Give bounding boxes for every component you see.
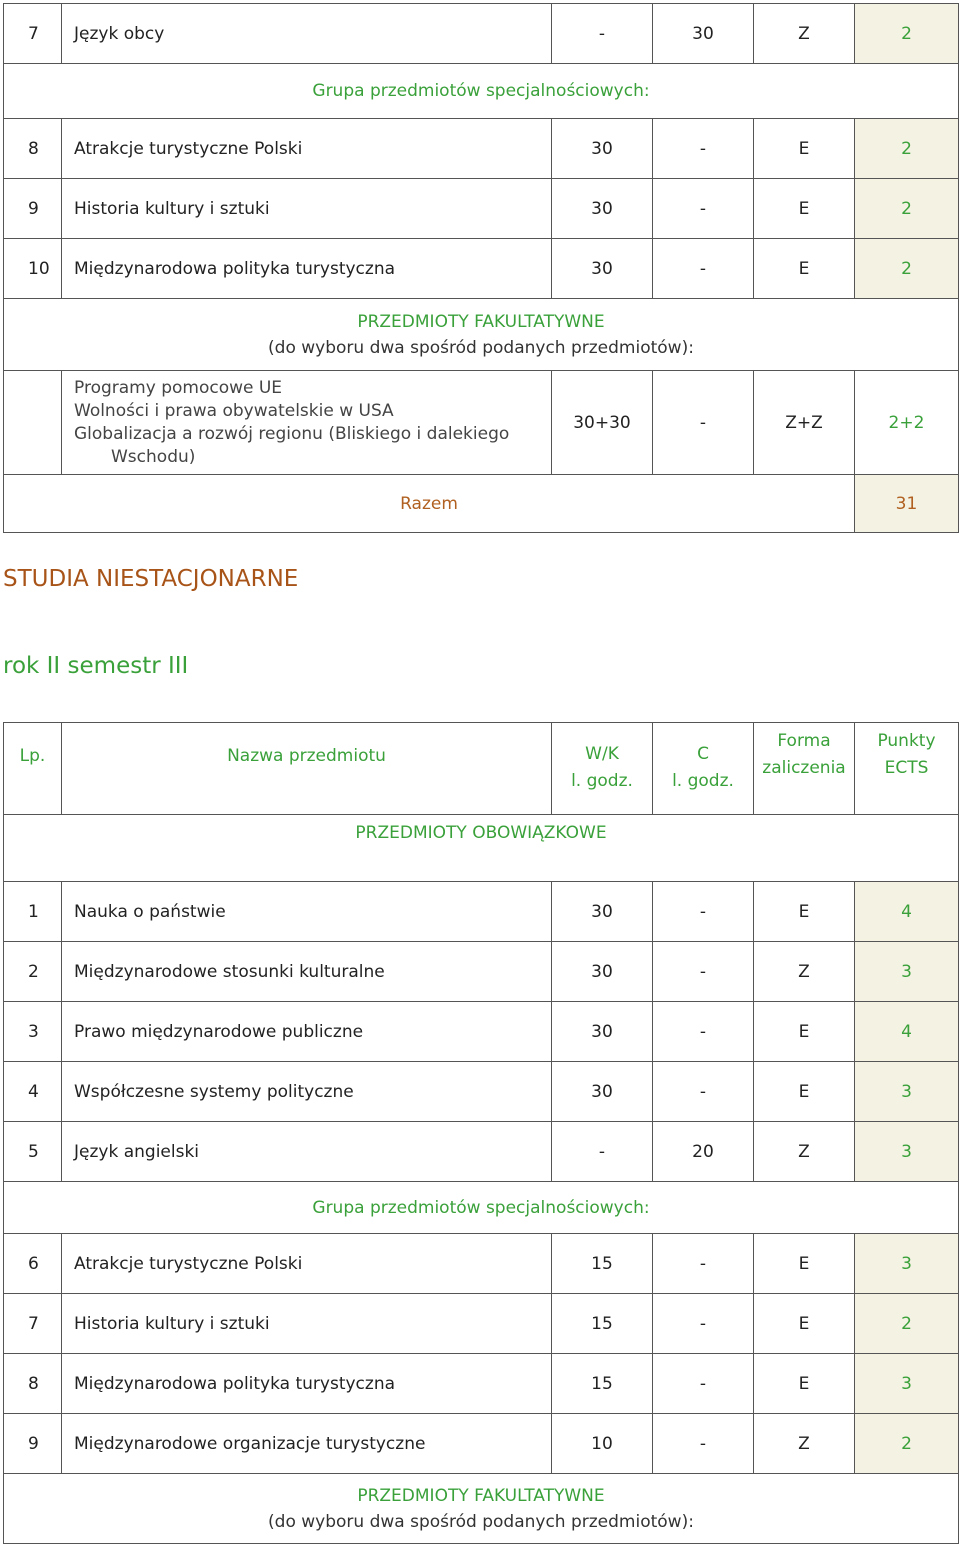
fak-subject: Programy pomocowe UE — [74, 377, 283, 398]
group-row — [4, 64, 959, 119]
lp-cell: 10 — [4, 239, 62, 299]
ects-points: 4 — [855, 1002, 959, 1062]
table-row — [4, 882, 959, 942]
group-label: Grupa przedmiotów specjalnościowych: — [4, 1182, 959, 1234]
ects-points: 2+2 — [855, 371, 959, 475]
table-row — [4, 179, 959, 239]
wk-hours: 30+30 — [552, 371, 653, 475]
lp-cell: 2 — [4, 942, 62, 1002]
fak-header — [4, 299, 959, 371]
wk-hours: 30 — [552, 119, 653, 179]
table-row — [4, 1002, 959, 1062]
c-hours: - — [653, 1234, 754, 1294]
forma-zaliczenia: E — [754, 1234, 855, 1294]
c-hours: - — [653, 1062, 754, 1122]
forma-zaliczenia: E — [754, 1354, 855, 1414]
fak-header-row — [4, 1474, 959, 1544]
fak-title: PRZEDMIOTY FAKULTATYWNE — [357, 311, 605, 332]
wk-hours: 30 — [552, 882, 653, 942]
ects-points: 2 — [855, 4, 959, 64]
c-hours: - — [653, 119, 754, 179]
fak-subject: Wschodu) — [111, 446, 196, 467]
wk-hours: 30 — [552, 1062, 653, 1122]
wk-hours: 30 — [552, 942, 653, 1002]
table-row — [4, 942, 959, 1002]
header-c — [653, 723, 754, 815]
forma-zaliczenia: E — [754, 1062, 855, 1122]
ects-points: 3 — [855, 1122, 959, 1182]
table-row — [4, 1234, 959, 1294]
header-ects — [855, 723, 959, 815]
c-hours: - — [653, 1002, 754, 1062]
obow-title: PRZEDMIOTY OBOWIĄZKOWE — [4, 815, 959, 882]
lp-cell: 7 — [4, 1294, 62, 1354]
c-hours: 30 — [653, 4, 754, 64]
c-hours: - — [653, 882, 754, 942]
forma-zaliczenia: Z+Z — [754, 371, 855, 475]
forma-zaliczenia: E — [754, 119, 855, 179]
table-row — [4, 239, 959, 299]
lp-cell: 8 — [4, 119, 62, 179]
fak-row — [4, 371, 959, 475]
heading-studia: STUDIA NIESTACJONARNE — [3, 566, 299, 592]
wk-hours: 30 — [552, 179, 653, 239]
table-row — [4, 1354, 959, 1414]
subject-name: Atrakcje turystyczne Polski — [62, 1234, 552, 1294]
lp-cell: 3 — [4, 1002, 62, 1062]
ects-points: 3 — [855, 942, 959, 1002]
subject-name: Międzynarodowa polityka turystyczna — [62, 239, 552, 299]
c-hours: - — [653, 179, 754, 239]
razem-label: Razem — [4, 475, 855, 533]
razem-row — [4, 475, 959, 533]
subject-name: Język angielski — [62, 1122, 552, 1182]
wk-hours: 15 — [552, 1354, 653, 1414]
forma-zaliczenia: Z — [754, 1122, 855, 1182]
header-forma — [754, 723, 855, 815]
subject-name: Atrakcje turystyczne Polski — [62, 119, 552, 179]
c-hours: - — [653, 239, 754, 299]
fak-title: PRZEDMIOTY FAKULTATYWNE — [357, 1485, 605, 1506]
lp-cell: 9 — [4, 179, 62, 239]
forma-zaliczenia: E — [754, 1002, 855, 1062]
fak-subject-list — [62, 371, 552, 475]
table-row — [4, 4, 959, 64]
subject-name: Współczesne systemy polityczne — [62, 1062, 552, 1122]
fak-header-row — [4, 299, 959, 371]
forma-zaliczenia: E — [754, 882, 855, 942]
wk-hours: 15 — [552, 1234, 653, 1294]
ects-points: 2 — [855, 179, 959, 239]
fak-subtitle: (do wyboru dwa spośród podanych przedmiotów): — [268, 337, 694, 358]
heading-rok-semestr: rok II semestr III — [3, 653, 189, 679]
lp-cell: 8 — [4, 1354, 62, 1414]
lp-cell: 7 — [4, 4, 62, 64]
c-hours: - — [653, 1414, 754, 1474]
c-hours: - — [653, 942, 754, 1002]
fak-subject: Wolności i prawa obywatelskie w USA — [74, 400, 394, 421]
wk-hours: 10 — [552, 1414, 653, 1474]
fak-header — [4, 1474, 959, 1544]
ects-points: 3 — [855, 1354, 959, 1414]
header-wk — [552, 723, 653, 815]
ects-points: 3 — [855, 1062, 959, 1122]
top-course-table — [3, 3, 959, 533]
fak-subtitle: (do wyboru dwa spośród podanych przedmiotów): — [268, 1511, 694, 1532]
forma-zaliczenia: Z — [754, 942, 855, 1002]
lp-cell — [4, 371, 62, 475]
header-name: Nazwa przedmiotu — [62, 723, 552, 815]
forma-zaliczenia: E — [754, 239, 855, 299]
group-row — [4, 1182, 959, 1234]
ects-points: 2 — [855, 1414, 959, 1474]
subject-name: Międzynarodowe organizacje turystyczne — [62, 1414, 552, 1474]
wk-hours: 30 — [552, 1002, 653, 1062]
subject-name: Nauka o państwie — [62, 882, 552, 942]
ects-points: 4 — [855, 882, 959, 942]
ects-points: 2 — [855, 119, 959, 179]
subject-name: Międzynarodowa polityka turystyczna — [62, 1354, 552, 1414]
header-ects-line1: Punkty — [877, 731, 936, 751]
ects-points: 3 — [855, 1234, 959, 1294]
wk-hours: 15 — [552, 1294, 653, 1354]
table-row — [4, 1294, 959, 1354]
header-wk-line1: W/K — [585, 744, 619, 764]
c-hours: - — [653, 371, 754, 475]
lp-cell: 9 — [4, 1414, 62, 1474]
c-hours: - — [653, 1354, 754, 1414]
header-forma-line2: zaliczenia — [762, 758, 846, 778]
header-wk-line2: l. godz. — [571, 771, 633, 791]
subject-name: Historia kultury i sztuki — [62, 1294, 552, 1354]
wk-hours: - — [552, 4, 653, 64]
c-hours: 20 — [653, 1122, 754, 1182]
forma-zaliczenia: E — [754, 1294, 855, 1354]
lp-cell: 6 — [4, 1234, 62, 1294]
wk-hours: - — [552, 1122, 653, 1182]
ects-points: 2 — [855, 1294, 959, 1354]
subject-name: Język obcy — [62, 4, 552, 64]
table-header-row — [4, 723, 959, 815]
forma-zaliczenia: Z — [754, 4, 855, 64]
group-label: Grupa przedmiotów specjalnościowych: — [4, 64, 959, 119]
header-ects-line2: ECTS — [884, 758, 929, 778]
table-row — [4, 119, 959, 179]
table-row — [4, 1122, 959, 1182]
lp-cell: 1 — [4, 882, 62, 942]
razem-value: 31 — [855, 475, 959, 533]
c-hours: - — [653, 1294, 754, 1354]
table-row — [4, 1062, 959, 1122]
header-c-line2: l. godz. — [672, 771, 734, 791]
table-row — [4, 1414, 959, 1474]
forma-zaliczenia: E — [754, 179, 855, 239]
forma-zaliczenia: Z — [754, 1414, 855, 1474]
bottom-course-table — [3, 722, 959, 1544]
subject-name: Historia kultury i sztuki — [62, 179, 552, 239]
wk-hours: 30 — [552, 239, 653, 299]
header-c-line1: C — [697, 744, 709, 764]
header-lp: Lp. — [4, 723, 62, 815]
subject-name: Międzynarodowe stosunki kulturalne — [62, 942, 552, 1002]
obow-row — [4, 815, 959, 882]
lp-cell: 4 — [4, 1062, 62, 1122]
lp-cell: 5 — [4, 1122, 62, 1182]
subject-name: Prawo międzynarodowe publiczne — [62, 1002, 552, 1062]
fak-subject: Globalizacja a rozwój regionu (Bliskiego i dalekiego — [74, 423, 510, 444]
ects-points: 2 — [855, 239, 959, 299]
header-forma-line1: Forma — [777, 731, 831, 751]
